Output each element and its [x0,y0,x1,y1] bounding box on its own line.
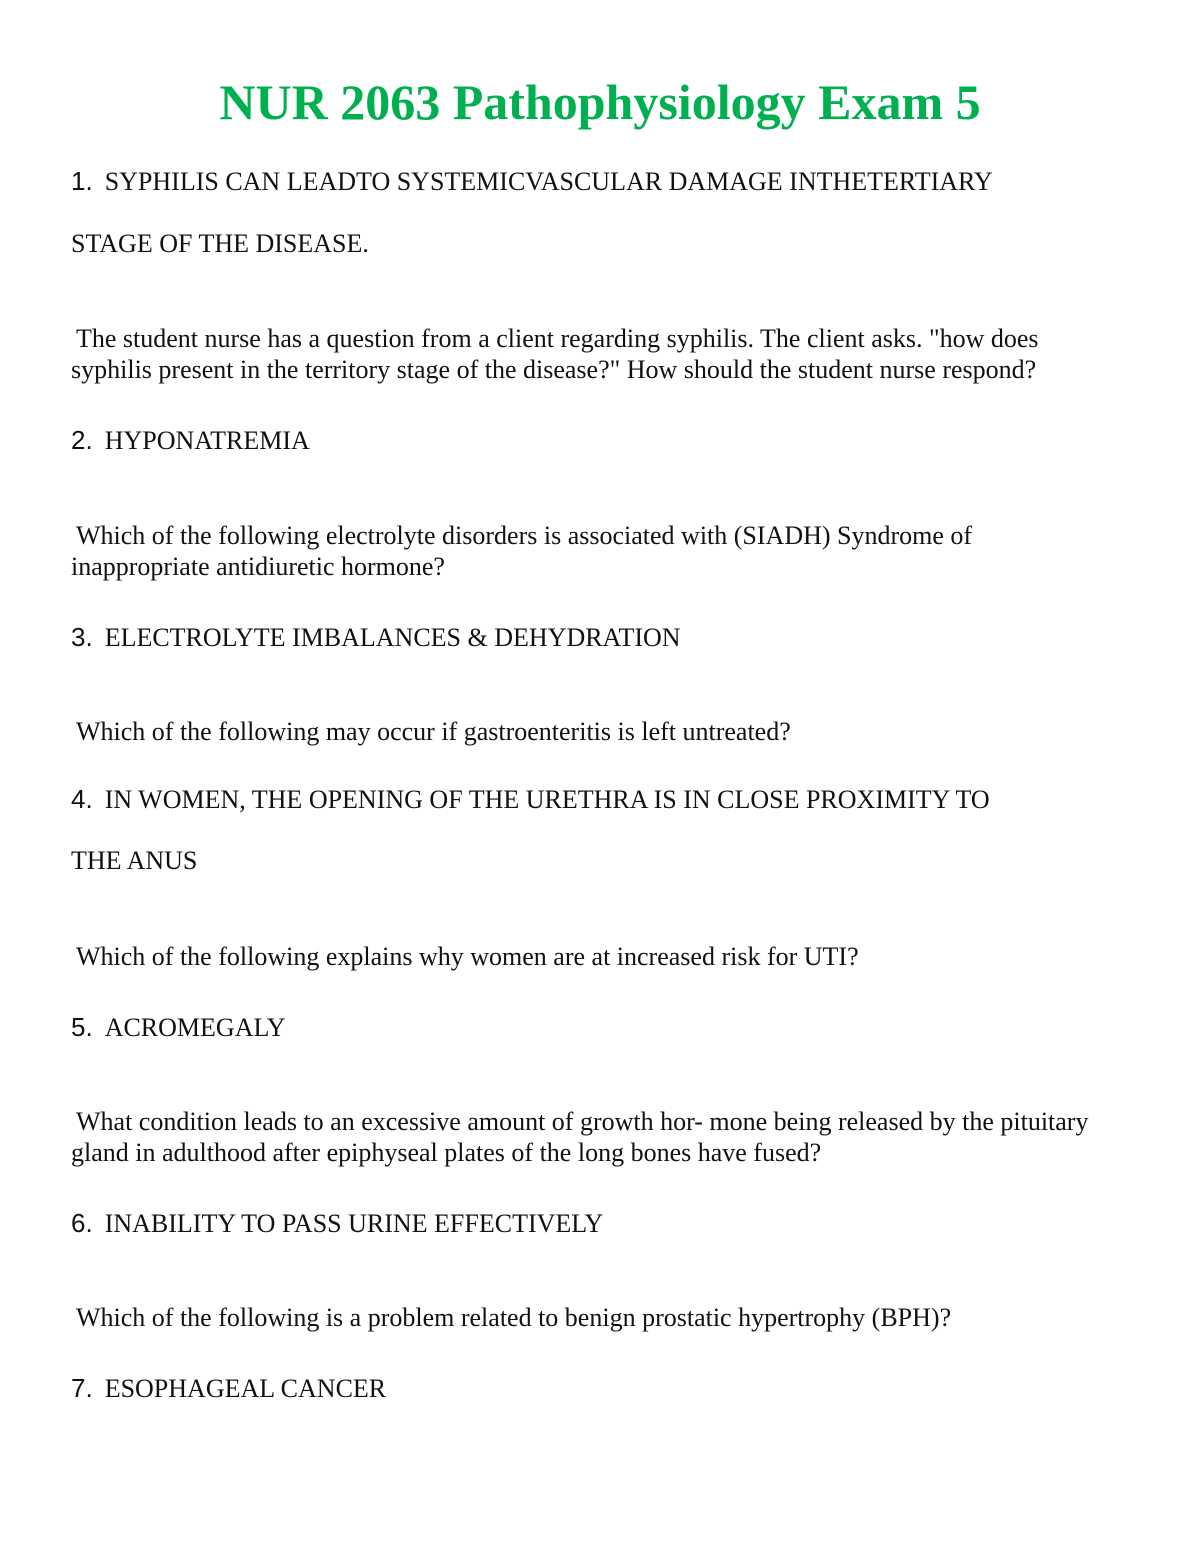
item-number-3: 3. [71,622,93,652]
answer-4 [71,784,990,815]
item-number-2: 2. [71,425,93,455]
answer-7 [71,1373,386,1404]
answer-2 [71,425,310,456]
question-5: What condition leads to an excessive amount of growth hor- mone being released by the pituitary gland in adulthood after epiphyseal plates of the long bones have fused? [71,1107,1089,1167]
question-3: Which of the following may occur if gastroenteritis is left untreated? [76,717,791,746]
answer-6 [71,1208,603,1239]
question-6: Which of the following is a problem related to benign prostatic hypertrophy (BPH)? [76,1303,952,1332]
answer-3 [71,622,681,653]
page-title: NUR 2063 Pathophysiology Exam 5 [219,74,981,130]
answer-4-continued: THE ANUS [71,846,198,875]
item-number-6: 6. [71,1208,93,1238]
answer-5 [71,1012,286,1043]
item-number-7: 7. [71,1373,93,1403]
answer-6-text: INABILITY TO PASS URINE EFFECTIVELY [104,1209,604,1238]
question-4: Which of the following explains why women are at increased risk for UTI? [76,942,859,971]
item-number-1: 1. [71,166,93,196]
answer-5-text: ACROMEGALY [104,1013,286,1042]
answer-1-continued: STAGE OF THE DISEASE. [71,229,369,258]
question-1: The student nurse has a question from a client regarding syphilis. The client asks. "how does syphilis present in the territory stage of the disease?" How should the student nurse respond? [71,324,1039,384]
answer-4-text: IN WOMEN, THE OPENING OF THE URETHRA IS IN CLOSE PROXIMITY TO [104,785,990,814]
answer-7-text: ESOPHAGEAL CANCER [104,1374,387,1403]
answer-2-text: HYPONATREMIA [104,426,310,455]
item-number-4: 4. [71,784,93,814]
item-number-5: 5. [71,1012,93,1042]
answer-3-text: ELECTROLYTE IMBALANCES & DEHYDRATION [104,623,681,652]
question-2: Which of the following electrolyte disorders is associated with (SIADH) Syndrome of inappropriate antidiuretic hormone? [71,521,973,581]
answer-1 [71,166,993,197]
answer-1-text: SYPHILIS CAN LEADTO SYSTEMICVASCULAR DAMAGE INTHETERTIARY [104,167,993,196]
